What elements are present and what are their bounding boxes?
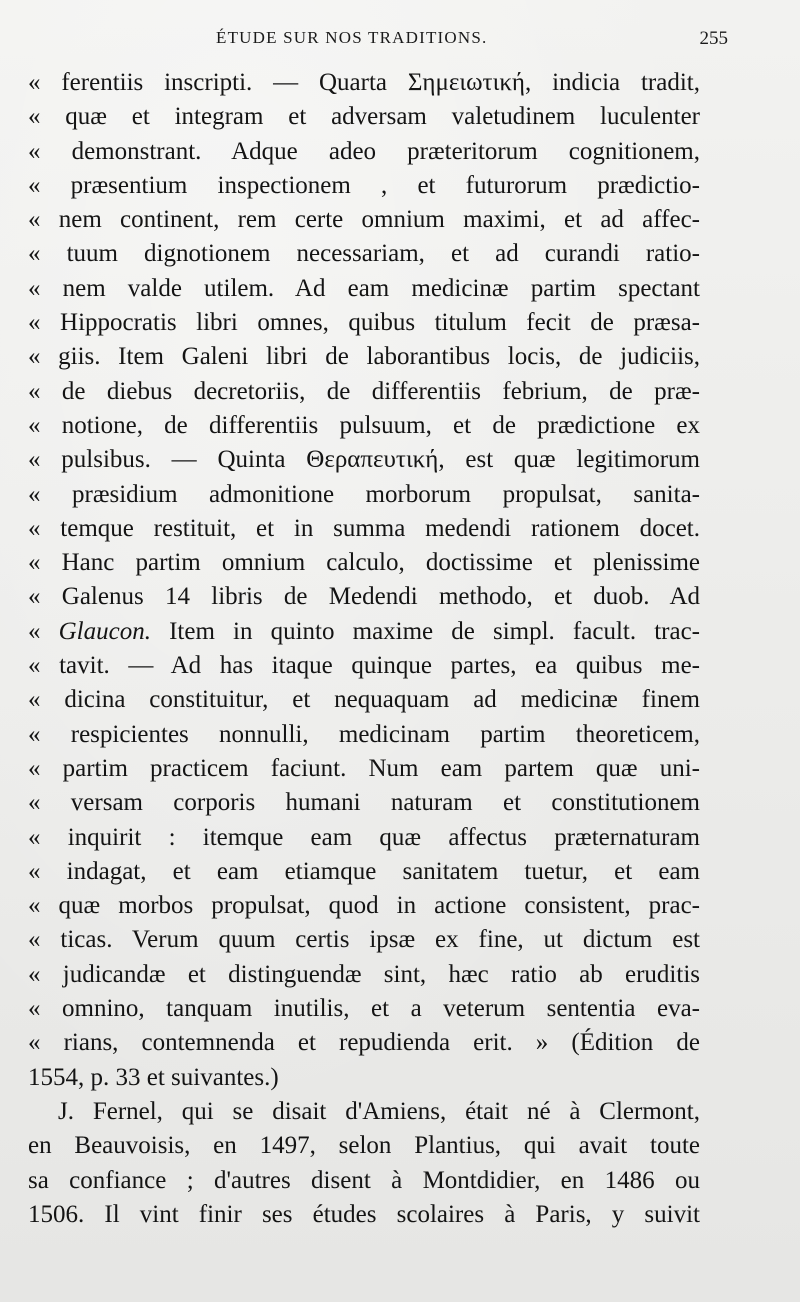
text-line: « omnino, tanquam inutilis, et a veterum sententia eva- — [28, 995, 700, 1023]
text-line: « Galenus 14 libris de Medendi methodo, et duob. Ad — [28, 583, 700, 611]
text-line: « Hanc partim omnium calculo, doctissime et plenissime — [28, 549, 700, 577]
italic-title: Glaucon. — [58, 617, 151, 645]
text-line: « tavit. — Ad has itaque quinque partes, ea quibus me- — [28, 652, 700, 680]
text-line: « temque restituit, et in summa medendi rationem docet. — [28, 514, 700, 542]
text-line: 1506. Il vint finir ses études scolaires à Paris, y suivit — [28, 1200, 700, 1228]
text-line: « de diebus decretoriis, de differentiis febrium, de præ- — [28, 377, 700, 405]
text-line: « quæ et integram et adversam valetudinem luculenter — [28, 103, 700, 131]
text-line: « giis. Item Galeni libri de laborantibus locis, de judiciis, — [28, 343, 700, 371]
page-number: 255 — [699, 28, 728, 49]
text-segment: « — [28, 617, 59, 645]
text-line: « pulsibus. — Quinta Θεραπευτική, est quæ legitimorum — [28, 446, 700, 474]
running-head — [28, 20, 728, 60]
text-line: « respicientes nonnulli, medicinam partim theoreticem, — [28, 720, 700, 748]
text-line: « ferentiis inscripti. — Quarta Σημειωτική, indicia tradit, — [28, 69, 700, 96]
text-segment: Item in quinto maxime de simpl. facult. trac- — [150, 617, 700, 645]
text-line: « tuum dignotionem necessariam, et ad curandi ratio- — [28, 240, 700, 268]
text-line: « præsidium admonitione morborum propulsat, sanita- — [28, 480, 700, 508]
text-line: « quæ morbos propulsat, quod in actione consistent, prac- — [28, 892, 700, 920]
text-line: « dicina constituitur, et nequaquam ad medicinæ finem — [28, 686, 700, 714]
text-line: « nem continent, rem certe omnium maximi, et ad affec- — [28, 206, 700, 234]
text-line: 1554, p. 33 et suivantes.) — [28, 1063, 279, 1091]
text-line: « rians, contemnenda et repudienda erit. » (Édition de — [28, 1029, 700, 1057]
body-text — [28, 66, 700, 1232]
text-line: « judicandæ et distinguendæ sint, hæc ratio ab eruditis — [28, 960, 700, 988]
text-line: « notione, de differentiis pulsuum, et de prædictione ex — [28, 411, 700, 439]
text-line: « indagat, et eam etiamque sanitatem tuetur, et eam — [28, 857, 700, 885]
text-line: « ticas. Verum quum certis ipsæ ex fine, ut dictum est — [28, 926, 700, 954]
text-line: « versam corporis humani naturam et constitutionem — [28, 789, 700, 817]
text-line — [28, 615, 700, 649]
text-line: « Hippocratis libri omnes, quibus titulum fecit de præsa- — [28, 309, 700, 337]
text-line: « præsentium inspectionem , et futurorum prædictio- — [28, 171, 700, 199]
text-line: « nem valde utilem. Ad eam medicinæ partim spectant — [28, 274, 700, 302]
text-line: « inquirit : itemque eam quæ affectus præternaturam — [28, 823, 700, 851]
running-title: ÉTUDE SUR NOS TRADITIONS. — [216, 28, 488, 47]
text-line: « demonstrant. Adque adeo præteritorum cognitionem, — [28, 137, 700, 165]
text-line: J. Fernel, qui se disait d'Amiens, était né à Clermont, — [58, 1097, 700, 1125]
text-line: sa confiance ; d'autres disent à Montdidier, en 1486 ou — [28, 1166, 700, 1194]
text-line: en Beauvoisis, en 1497, selon Plantius, qui avait toute — [28, 1132, 700, 1160]
text-line: « partim practicem faciunt. Num eam partem quæ uni- — [28, 754, 700, 782]
